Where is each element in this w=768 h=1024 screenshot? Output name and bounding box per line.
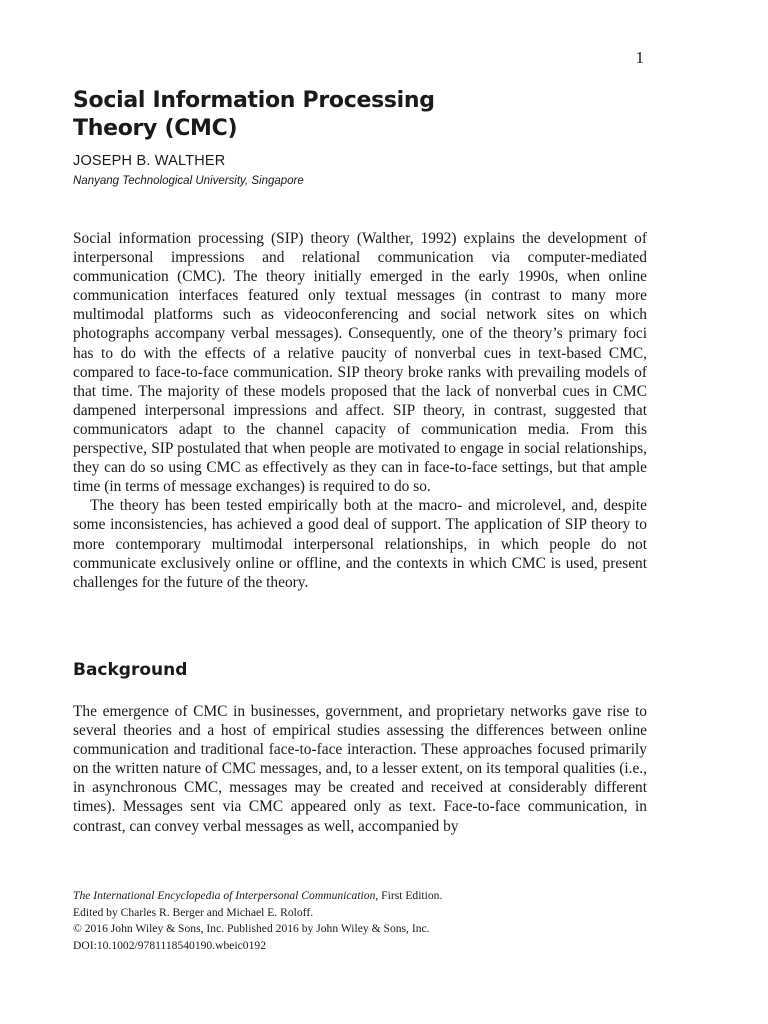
citation-footer <box>73 888 647 954</box>
intro-paragraph-1: Social information processing (SIP) theory (Walther, 1992) explains the development of interpersonal impressions and relational communication via computer-mediated communication (CMC). The theory initially emerged in the early 1990s, when online communication interfaces featured only textual messages (in contrast to many more multimodal platforms such as videoconferencing and social network sites on which photographs accompany verbal messages). Consequently, one of the theory’s primary foci has to do with the effects of a relative paucity of nonverbal cues in text-based CMC, compared to face-to-face communication. SIP theory broke ranks with prevailing models of that time. The majority of these models proposed that the lack of nonverbal cues in CMC dampened interpersonal impressions and affect. SIP theory, in contrast, suggested that communicators adapt to the channel capacity of communication media. From this perspective, SIP postulated that when people are motivated to engage in social relationships, they can do so using CMC as effectively as they can in face-to-face settings, but that ample time (in terms of message exchanges) is required to do so. <box>73 230 647 496</box>
intro-section <box>73 229 647 592</box>
article-title-line-1: Social Information Processing <box>73 88 435 113</box>
footer-doi: DOI:10.1002/9781118540190.wbeic0192 <box>73 938 266 952</box>
background-section <box>73 702 647 836</box>
footer-book-line <box>73 888 647 905</box>
author-affiliation: Nanyang Technological University, Singapore <box>73 175 304 187</box>
footer-edition: , First Edition. <box>375 889 443 902</box>
author-name: JOSEPH B. WALTHER <box>73 153 226 169</box>
footer-editors: Edited by Charles R. Berger and Michael E. Roloff. <box>73 905 314 919</box>
article-title <box>73 87 633 143</box>
footer-copyright: © 2016 John Wiley & Sons, Inc. Published 2016 by John Wiley & Sons, Inc. <box>73 922 430 936</box>
background-paragraph: The emergence of CMC in businesses, government, and proprietary networks gave rise to several theories and a host of empirical studies assessing the differences between online communication and traditional face-to-face interaction. These approaches focused primarily on the written nature of CMC messages, and, to a lesser extent, on its temporal qualities (i.e., in asynchronous CMC, messages may be created and received at considerably different times). Messages sent via CMC appeared only as text. Face-to-face communication, in contrast, can convey verbal messages as well, accompanied by <box>73 703 647 835</box>
section-heading-background: Background <box>73 660 188 680</box>
footer-book-title: The International Encyclopedia of Interpersonal Communication <box>73 889 376 902</box>
article-title-line-2: Theory (CMC) <box>73 116 238 141</box>
page-number: 1 <box>635 48 644 67</box>
intro-paragraph-2: The theory has been tested empirically both at the macro- and microlevel, and, despite some inconsistencies, has achieved a good deal of support. The application of SIP theory to more contemporary multimodal interpersonal relationships, in which people do not communicate exclusively online or offline, and the contexts in which CMC is used, present challenges for the future of the theory. <box>73 497 647 591</box>
